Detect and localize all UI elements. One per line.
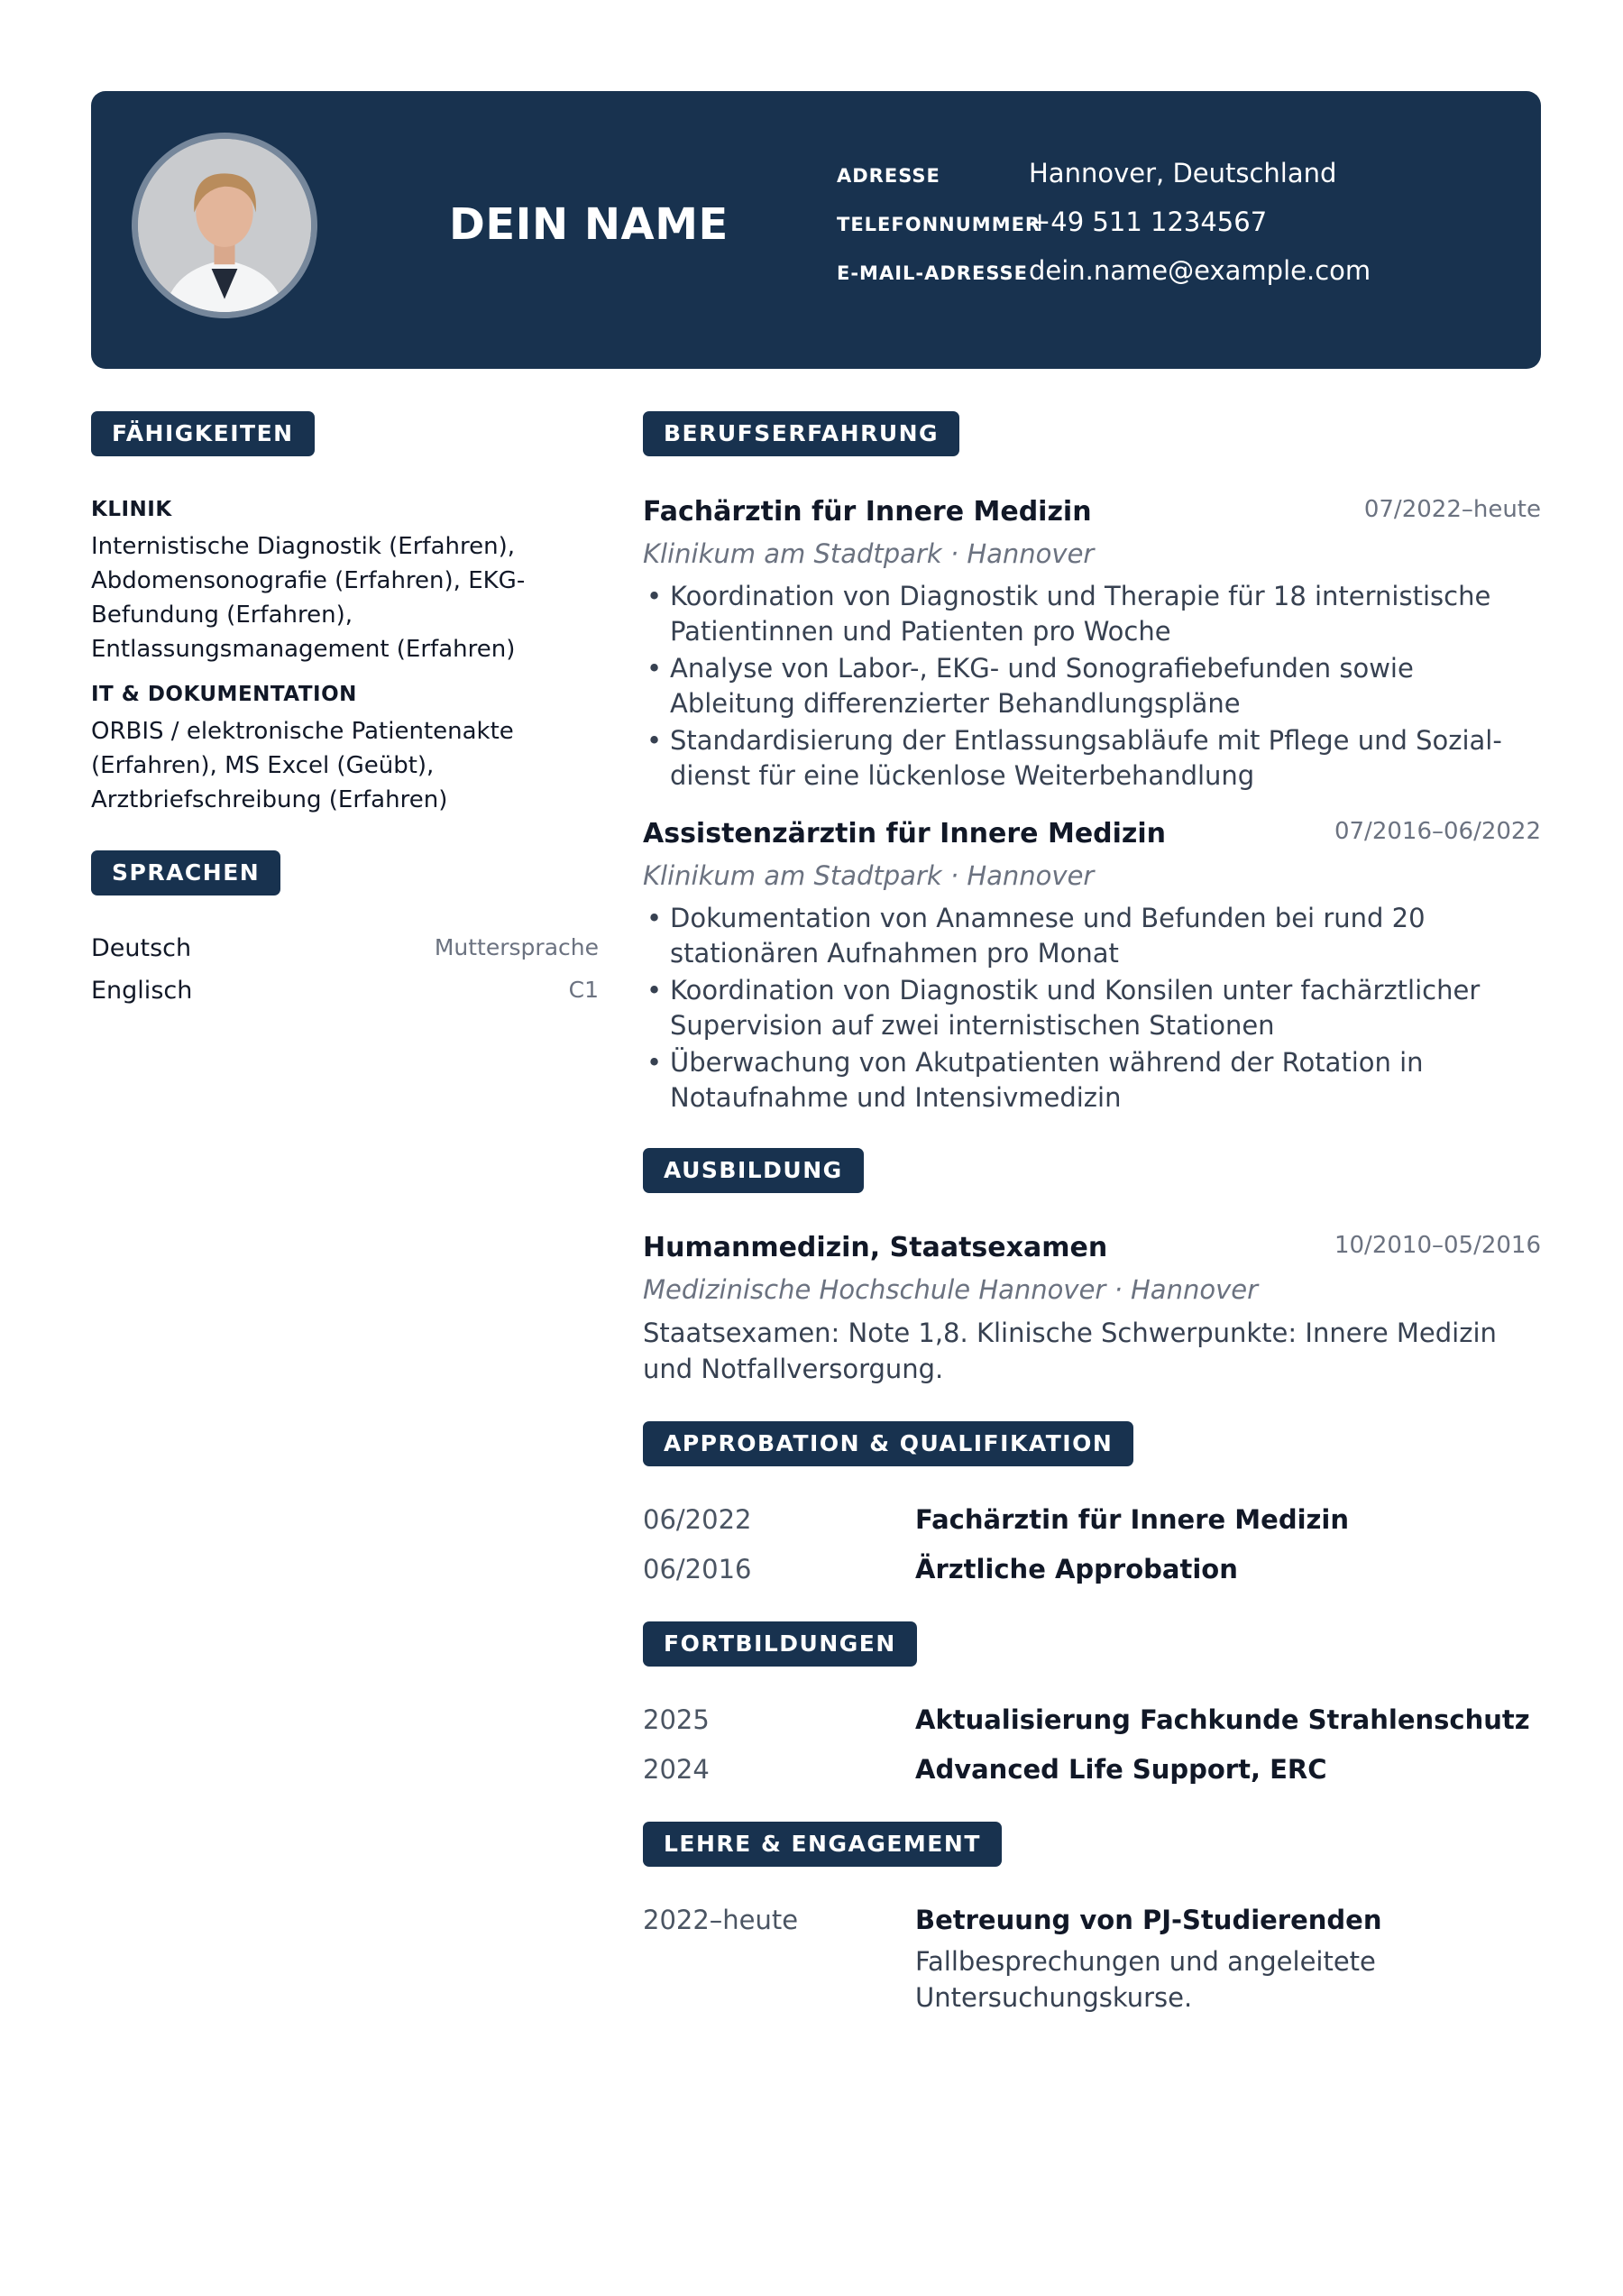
contact-phone [837, 207, 1267, 237]
approbation-heading: APPROBATION & QUALIFIKATION [643, 1421, 1133, 1466]
contact-label: E-MAIL-ADRESSE [837, 262, 1028, 284]
contact-address [837, 158, 1336, 188]
contact-value: Hannover, Deutschland [1029, 158, 1337, 188]
training-date: 2025 [643, 1704, 710, 1735]
job-date: 07/2016–06/2022 [1334, 818, 1541, 845]
teaching-heading: LEHRE & ENGAGEMENT [643, 1822, 1002, 1867]
contact-label: TELEFONNUMMER [837, 214, 1041, 235]
language-level: Muttersprache [434, 934, 599, 960]
approbation-title: Ärztliche Approbation [915, 1554, 1238, 1584]
header-banner [91, 91, 1541, 369]
contact-label: ADRESSE [837, 165, 940, 187]
education-title: Humanmedizin, Staatsexamen [643, 1232, 1108, 1263]
job-bullets [643, 901, 1541, 1117]
education-date: 10/2010–05/2016 [1334, 1232, 1541, 1259]
contact-value: +49 511 1234567 [1029, 207, 1268, 237]
experience-heading: BERUFSERFAHRUNG [643, 411, 959, 456]
job-title: Assistenzärztin für Innere Medizin [643, 818, 1167, 850]
bullet-item: • Koordination von Diagnostik und Konsilen unter fachärztlicher Supervision auf zwei internistischen Stationen [643, 973, 1541, 1043]
education-heading: AUSBILDUNG [643, 1148, 864, 1193]
bullet-item: • Standardisierung der Entlassungsabläufe mit Pflege und Sozial-dienst für eine lückenlose Weiterbehandlung [643, 723, 1541, 794]
candidate-name: DEIN NAME [449, 199, 729, 250]
education-description: Staatsexamen: Note 1,8. Klinische Schwerpunkte: Innere Medizin und Notfallversorgung. [643, 1318, 1497, 1384]
education-institution: Medizinische Hochschule Hannover · Hannover [643, 1274, 1259, 1305]
bullet-item: • Dokumentation von Anamnese und Befunden bei rund 20 stationären Aufnahmen pro Monat [643, 901, 1541, 971]
teaching-description: Fallbesprechungen und angeleitete Untersuchungskurse. [915, 1946, 1376, 2013]
training-title: Aktualisierung Fachkunde Strahlenschutz [915, 1704, 1530, 1735]
language-level: C1 [568, 977, 599, 1003]
language-name: Deutsch [91, 934, 192, 962]
job-bullets [643, 579, 1541, 795]
job-title: Fachärztin für Innere Medizin [643, 496, 1092, 528]
languages-heading: SPRACHEN [91, 850, 280, 895]
bullet-item: • Überwachung von Akutpatienten während der Rotation in Notaufnahme und Intensivmedizin [643, 1045, 1541, 1116]
teaching-date: 2022–heute [643, 1905, 799, 1935]
skill-list: Internistische Diagnostik (Erfahren), Abdomensonografie (Erfahren), EKG-Befundung (Erfahren), Entlassungsmanagement (Erfahren) [91, 533, 526, 663]
profile-photo-icon [138, 139, 311, 312]
avatar [132, 133, 317, 318]
job-organization: Klinikum am Stadtpark · Hannover [643, 538, 1095, 569]
approbation-title: Fachärztin für Innere Medizin [915, 1504, 1349, 1535]
approbation-date: 06/2022 [643, 1504, 752, 1535]
skill-list: ORBIS / elektronische Patientenakte (Erfahren), MS Excel (Geübt), Arztbriefschreibung (Erfahren) [91, 718, 514, 813]
training-heading: FORTBILDUNGEN [643, 1621, 917, 1667]
skill-category: KLINIK [91, 498, 172, 521]
job-organization: Klinikum am Stadtpark · Hannover [643, 860, 1095, 891]
skill-category: IT & DOKUMENTATION [91, 683, 357, 706]
training-title: Advanced Life Support, ERC [915, 1754, 1327, 1785]
teaching-title: Betreuung von PJ-Studierenden [915, 1905, 1382, 1935]
contact-value: dein.name@example.com [1029, 255, 1371, 286]
contact-email [837, 255, 1371, 286]
bullet-item: • Koordination von Diagnostik und Therapie für 18 internistische Patientinnen und Patienten pro Woche [643, 579, 1541, 649]
training-date: 2024 [643, 1754, 710, 1785]
approbation-date: 06/2016 [643, 1554, 752, 1584]
language-name: Englisch [91, 977, 193, 1005]
skills-heading: FÄHIGKEITEN [91, 411, 315, 456]
bullet-item: • Analyse von Labor-, EKG- und Sonografiebefunden sowie Ableitung differenzierter Behandlungspläne [643, 651, 1541, 721]
job-date: 07/2022–heute [1363, 496, 1541, 523]
